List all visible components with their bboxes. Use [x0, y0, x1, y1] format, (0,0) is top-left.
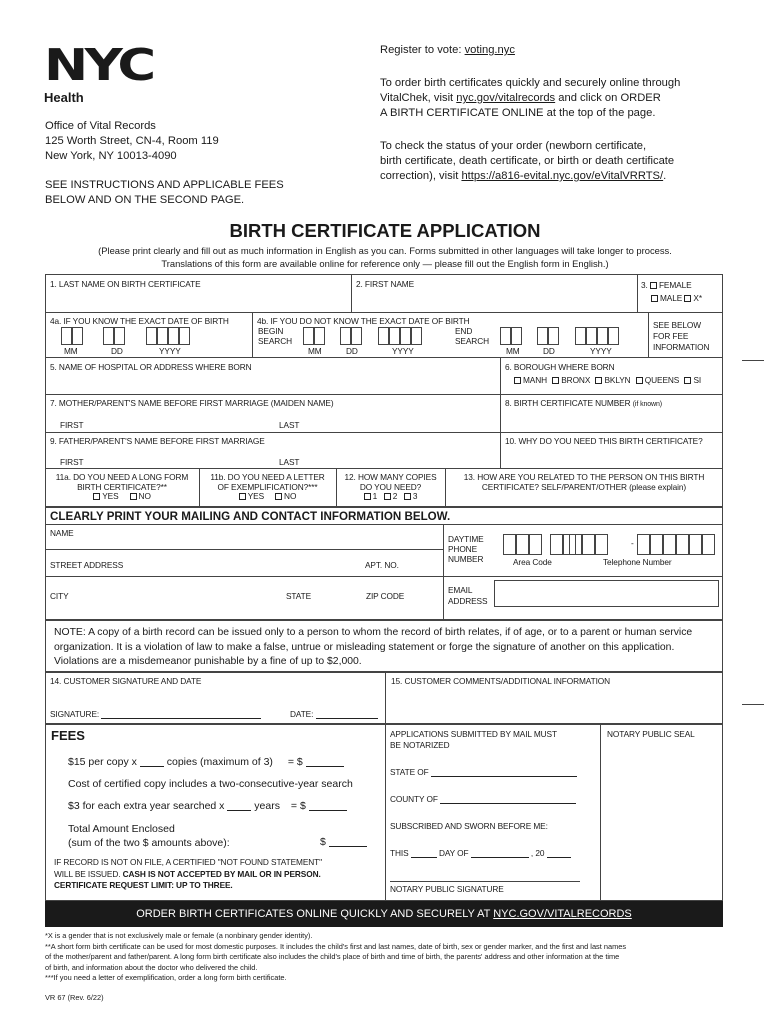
field-city[interactable]: CITY [50, 591, 69, 601]
father-first-label: FIRST [60, 457, 84, 467]
x-label: X* [693, 293, 702, 303]
field-copies: 12. HOW MANY COPIES DO YOU NEED? 1 2 3 [344, 472, 437, 501]
field-long-form: 11a. DO YOU NEED A LONG FORM BIRTH CERTIFICATE?** YES NO [55, 472, 189, 501]
form-revision: VR 67 (Rev. 6/22) [45, 993, 104, 1002]
footnote-2c: of birth, and information about the doctor who delivered the child. [45, 962, 258, 972]
banner-link[interactable]: NYC.GOV/VITALRECORDS [493, 908, 632, 920]
field-name[interactable]: NAME [50, 528, 74, 538]
order-line-1: To order birth certificates quickly and securely online through [380, 77, 681, 89]
borough-options: MANH BRONX BKLYN QUEENS SI [514, 375, 701, 385]
copies-3[interactable] [404, 493, 411, 500]
see-instructions [45, 178, 284, 208]
field-first-name[interactable]: 2. FIRST NAME [356, 279, 415, 289]
field-zip[interactable]: ZIP CODE [366, 591, 405, 601]
field-why-needed[interactable]: 10. WHY DO YOU NEED THIS BIRTH CERTIFICATE? [505, 436, 703, 446]
order-line-2: VitalChek, visit nyc.gov/vitalrecords and click on ORDER [380, 92, 661, 104]
exempl-no[interactable] [275, 493, 282, 500]
notary-state[interactable]: STATE OF [390, 767, 577, 777]
male-label: MALE [660, 293, 683, 303]
total-amount[interactable]: $ [320, 836, 367, 848]
male-checkbox[interactable] [651, 295, 658, 302]
bronx-checkbox[interactable] [552, 377, 559, 384]
search-note: Cost of certified copy includes a two-consecutive-year search [68, 778, 353, 790]
status-info [380, 139, 674, 184]
field-street[interactable]: STREET ADDRESS [50, 560, 124, 570]
yyyy-label: YYYY [590, 346, 612, 356]
notary-date[interactable]: THIS DAY OF , 20 [390, 848, 571, 858]
register-line [380, 44, 515, 56]
mother-last-label: LAST [279, 420, 300, 430]
office-city: New York, NY 10013-4090 [45, 150, 177, 162]
long-form-yes[interactable] [93, 493, 100, 500]
yyyy-label: YYYY [159, 346, 181, 356]
register-link[interactable]: voting.nyc [464, 44, 515, 56]
notary-signature-line[interactable] [390, 881, 580, 882]
footnotes [45, 931, 626, 984]
see-line-2: BELOW AND ON THE SECOND PAGE. [45, 194, 245, 206]
total-label: Total Amount Enclosed (sum of the two $ amounts above): [68, 823, 230, 849]
logo-text: NYC [44, 40, 153, 91]
register-prefix: Register to vote: [380, 44, 465, 56]
exempl-yes[interactable] [239, 493, 246, 500]
footnote-3: ***If you need a letter of exemplification, order a long form birth certificate. [45, 973, 287, 982]
queens-checkbox[interactable] [636, 377, 643, 384]
fee-warning: IF RECORD IS NOT ON FILE, A CERTIFIED "NOT FOUND STATEMENT" WILL BE ISSUED. CASH IS NOT ACCEPTED BY MAIL OR IN PERSON. CERTIFICATE REQUEST LIMIT: UP TO THREE. [54, 857, 322, 890]
female-label: FEMALE [658, 280, 692, 290]
end-search-label: END SEARCH [455, 326, 489, 346]
field-apt[interactable]: APT. NO. [365, 560, 399, 570]
field-cert-number[interactable]: 8. BIRTH CERTIFICATE NUMBER (if known) [505, 398, 663, 408]
field-signature-date: 14. CUSTOMER SIGNATURE AND DATE [50, 676, 202, 686]
begin-search-label: BEGIN SEARCH [258, 326, 292, 346]
email-label: EMAIL ADDRESS [448, 585, 488, 606]
footnote-2a: **A short form birth certificate can be used for most domestic purposes. It includes the child's first and last names, date of birth, sex or gender marker, and the first and last names [45, 941, 627, 951]
field-mother-name[interactable]: 7. MOTHER/PARENT'S NAME BEFORE FIRST MARRIAGE (MAIDEN NAME) [50, 398, 334, 408]
field-exemplification: 11b. DO YOU NEED A LETTER OF EXEMPLIFICATION?*** YES NO [210, 472, 325, 501]
tel-number-label: Telephone Number [603, 557, 672, 567]
extra-years: $3 for each extra year searched x years = $ [68, 800, 347, 812]
email-input[interactable] [494, 580, 719, 607]
footnote-1: *X is a gender that is not exclusively male or female (a nonbinary gender identity). [45, 931, 313, 940]
logo-sub: Health [44, 90, 84, 105]
footnote-2b: of the mother/parent and father/parent. A long form birth certificate also includes the child's place of birth and time of birth, the parents' address and other information at the time [45, 952, 620, 961]
nyc-logo [44, 40, 153, 105]
mm-label: MM [308, 346, 322, 356]
field-exact-dob: 4a. IF YOU KNOW THE EXACT DATE OF BIRTH [50, 316, 229, 326]
mm-label: MM [506, 346, 520, 356]
copies-2[interactable] [384, 493, 391, 500]
field-state[interactable]: STATE [286, 591, 312, 601]
bklyn-checkbox[interactable] [595, 377, 602, 384]
mailing-heading: CLEARLY PRINT YOUR MAILING AND CONTACT INFORMATION BELOW. [50, 510, 451, 523]
long-form-no[interactable] [130, 493, 137, 500]
date-line[interactable]: DATE: [290, 709, 378, 719]
yyyy-label: YYYY [392, 346, 414, 356]
office-street: 125 Worth Street, CN-4, Room 119 [45, 135, 219, 147]
dd-label: DD [543, 346, 555, 356]
signature-line[interactable]: SIGNATURE: [50, 709, 261, 719]
subtitle-1: (Please print clearly and fill out as much information in English as you can. Forms submitted in other languages will take longer to process. [98, 245, 672, 256]
order-online-banner: ORDER BIRTH CERTIFICATES ONLINE QUICKLY AND SECURELY AT NYC.GOV/VITALRECORDS [45, 901, 723, 927]
field-father-name[interactable]: 9. FATHER/PARENT'S NAME BEFORE FIRST MARRIAGE [50, 436, 265, 446]
si-checkbox[interactable] [684, 377, 691, 384]
fees-heading: FEES [51, 728, 85, 743]
father-last-label: LAST [279, 457, 300, 467]
office-address [45, 119, 219, 164]
office-name: Office of Vital Records [45, 120, 156, 132]
phone-label: DAYTIME PHONE NUMBER [448, 534, 484, 564]
manh-checkbox[interactable] [514, 377, 521, 384]
years-input[interactable] [227, 810, 251, 811]
copies-input[interactable] [140, 766, 164, 767]
notarize-note: APPLICATIONS SUBMITTED BY MAIL MUST BE NOTARIZED [390, 729, 557, 750]
mm-label: MM [64, 346, 78, 356]
copies-1[interactable] [364, 493, 371, 500]
x-checkbox[interactable] [684, 295, 691, 302]
field-borough: 6. BOROUGH WHERE BORN [505, 362, 615, 372]
notary-seal: NOTARY PUBLIC SEAL [607, 729, 695, 739]
field-unknown-dob: 4b. IF YOU DO NOT KNOW THE EXACT DATE OF BIRTH [257, 316, 470, 326]
years-amount[interactable] [309, 810, 347, 811]
status-line-1: To check the status of your order (newborn certificate, [380, 140, 647, 152]
vitalrecords-link[interactable]: nyc.gov/vitalrecords [456, 92, 556, 104]
field-hospital[interactable]: 5. NAME OF HOSPITAL OR ADDRESS WHERE BORN [50, 362, 252, 372]
female-checkbox[interactable] [650, 282, 657, 289]
margin-mark [742, 360, 764, 361]
legal-note: NOTE: A copy of a birth record can be issued only to a person to whom the record of birth relates, if of age, or to a parent or human service organization. It is a violation of law to make a false, untrue or misleading statement or forge the signature of another on this application. Violations are a misdemeanor punishable by a fine of up to $2,000. [54, 627, 693, 667]
field-gender: 3. FEMALE MALE X* [641, 280, 702, 303]
order-line-3: A BIRTH CERTIFICATE ONLINE at the top of the page. [380, 107, 656, 119]
notary-signature: NOTARY PUBLIC SIGNATURE [390, 884, 504, 894]
evital-link[interactable]: https://a816-evital.nyc.gov/eVitalVRRTS/ [461, 170, 664, 182]
dd-label: DD [111, 346, 123, 356]
order-info [380, 76, 680, 121]
status-line-2: birth certificate, death certificate, or birth or death certificate [380, 155, 675, 167]
fee-per-copy: $15 per copy x copies (maximum of 3) = $ [68, 756, 344, 768]
field-comments[interactable]: 15. CUSTOMER COMMENTS/ADDITIONAL INFORMATION [391, 676, 611, 686]
dd-label: DD [346, 346, 358, 356]
margin-mark [742, 704, 764, 705]
fee-info-note: SEE BELOW FOR FEE INFORMATION [653, 320, 710, 352]
subtitle-2: Translations of this form are available online for reference only — please fill out the English form in English.) [161, 258, 609, 269]
area-code-label: Area Code [513, 557, 552, 567]
see-line-1: SEE INSTRUCTIONS AND APPLICABLE FEES [45, 179, 284, 191]
notary-sworn: SUBSCRIBED AND SWORN BEFORE ME: [390, 821, 548, 831]
notary-county[interactable]: COUNTY OF [390, 794, 576, 804]
status-line-3: correction), visit https://a816-evital.nyc.gov/eVitalVRRTS/. [380, 170, 667, 182]
page-title: BIRTH CERTIFICATE APPLICATION [229, 220, 541, 241]
copies-amount[interactable] [306, 766, 344, 767]
field-relationship[interactable]: 13. HOW ARE YOU RELATED TO THE PERSON ON THIS BIRTH CERTIFICATE? SELF/PARENT/OTHER (please explain) [463, 472, 705, 492]
mother-first-label: FIRST [60, 420, 84, 430]
field-last-name[interactable]: 1. LAST NAME ON BIRTH CERTIFICATE [50, 279, 201, 289]
